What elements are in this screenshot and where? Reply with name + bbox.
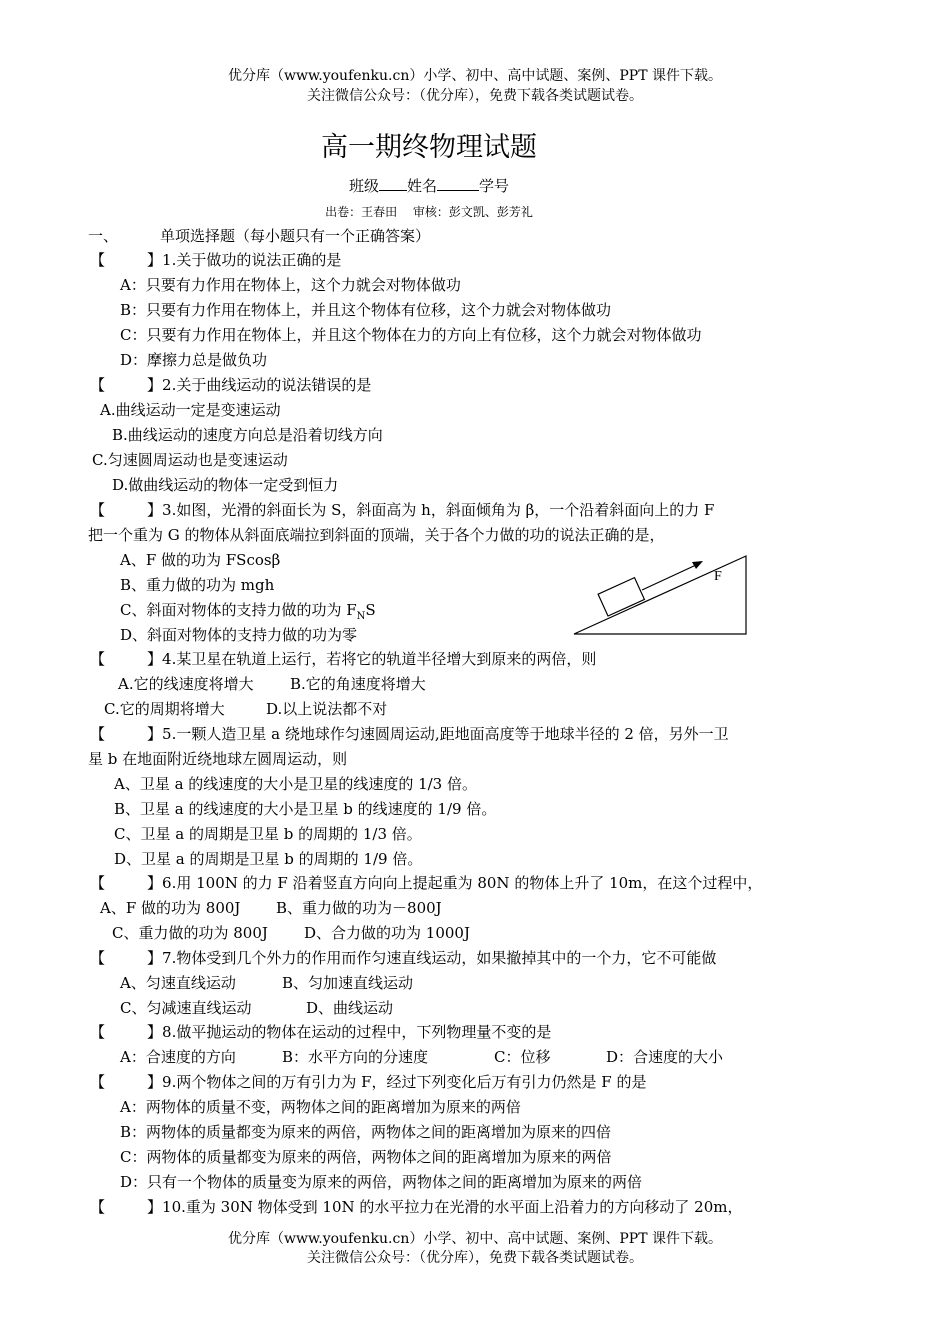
q8-option-d: D：合速度的大小: [606, 1048, 724, 1066]
footer-line-2: 关注微信公众号：（优分库），免费下载各类试题试卷。: [307, 1250, 643, 1266]
q5-option-c: C、卫星 a 的周期是卫星 b 的周期的 1/3 倍。: [114, 825, 422, 843]
answer-bracket-close: 】: [147, 1073, 163, 1091]
question-3-stem: [90, 500, 714, 520]
answer-bracket-close: 】: [147, 251, 163, 269]
q9-option-d: D：只有一个物体的质量变为原来的两倍，两物体之间的距离增加为原来的两倍: [120, 1173, 643, 1191]
answer-bracket-open: 【: [90, 1023, 106, 1041]
section-1-heading: [88, 226, 430, 246]
question-3-stem-cont: 把一个重为 G 的物体从斜面底端拉到斜面的顶端，关于各个力做的功的说法正确的是，: [88, 526, 665, 544]
subscript-n: N: [356, 611, 366, 622]
q3-option-c: [120, 600, 376, 627]
footer-line-1: 优分库（www.youfenku.cn）小学、初中、高中试题、案例、PPT 课件下载。: [227, 1231, 722, 1247]
answer-bracket-close: 】: [147, 376, 163, 394]
q2-option-d: D.做曲线运动的物体一定受到恒力: [112, 476, 339, 494]
section-number: 一、: [88, 227, 119, 245]
answer-bracket-open: 【: [90, 949, 106, 967]
q1-option-c: C：只要有力作用在物体上，并且这个物体在力的方向上有位移，这个力就会对物体做功: [120, 326, 702, 344]
q4-option-b: B.它的角速度将增大: [290, 675, 426, 693]
name-blank[interactable]: [437, 176, 479, 191]
question-1-stem: [90, 250, 341, 270]
student-id-label: 学号: [479, 177, 510, 195]
header-line-2: 关注微信公众号：（优分库），免费下载各类试题试卷。: [307, 88, 643, 104]
answer-bracket-open: 【: [90, 251, 106, 269]
student-info: [0, 176, 858, 196]
incline-plane-diagram: [570, 552, 755, 638]
answer-bracket-close: 】: [147, 874, 163, 892]
force-arrow-line: [642, 565, 696, 590]
question-text: 3.如图，光滑的斜面长为 S，斜面高为 h，斜面倾角为 β，一个沿着斜面向上的力 F: [162, 501, 715, 519]
question-2-stem: [90, 375, 371, 395]
name-label: 姓名: [406, 177, 437, 195]
q1-option-d: D：摩擦力总是做负功: [120, 351, 268, 369]
answer-bracket-close: 】: [147, 725, 163, 743]
question-5-stem: [90, 724, 729, 744]
question-text: 6.用 100N 的力 F 沿着竖直方向向上提起重为 80N 的物体上升了 10m，在这个过程中，: [162, 874, 763, 892]
q3-option-b: B、重力做的功为 mgh: [120, 576, 275, 594]
q7-option-d: D、曲线运动: [306, 999, 394, 1017]
q1-option-a: A：只要有力作用在物体上，这个力就会对物体做功: [120, 276, 461, 294]
block-on-incline: [598, 578, 644, 616]
option-text: C、斜面对物体的支持力做的功为 F: [120, 601, 357, 619]
answer-bracket-open: 【: [90, 725, 106, 743]
authors-line: 出卷：王春田 审核：彭文凯、彭芳礼: [325, 205, 533, 219]
q6-option-d: D、合力做的功为 1000J: [304, 924, 470, 942]
q3-option-a: A、F 做的功为 FScosβ: [120, 551, 281, 569]
q5-option-a: A、卫星 a 的线速度的大小是卫星的线速度的 1/3 倍。: [114, 775, 477, 793]
answer-bracket-close: 】: [147, 650, 163, 668]
question-7-stem: [90, 948, 716, 968]
class-label: 班级: [348, 177, 379, 195]
q2-option-c: C.匀速圆周运动也是变速运动: [92, 451, 288, 469]
q6-option-c: C、重力做的功为 800J: [112, 924, 268, 942]
section-title: 单项选择题（每小题只有一个正确答案）: [160, 227, 431, 245]
q6-option-a: A、F 做的功为 800J: [100, 899, 241, 917]
q4-option-a: A.它的线速度将增大: [118, 675, 254, 693]
question-text: 8.做平抛运动的物体在运动的过程中，下列物理量不变的是: [162, 1023, 552, 1041]
option-tail: S: [365, 601, 376, 619]
q4-option-c: C.它的周期将增大: [104, 700, 225, 718]
question-4-stem: [90, 649, 596, 669]
question-text: 4.某卫星在轨道上运行，若将它的轨道半径增大到原来的两倍，则: [162, 650, 597, 668]
q7-option-a: A、匀速直线运动: [120, 974, 236, 992]
question-text: 10.重为 30N 物体受到 10N 的水平拉力在光滑的水平面上沿着力的方向移动了 20m，: [162, 1198, 743, 1216]
answer-bracket-close: 】: [147, 501, 163, 519]
question-text: 9.两个物体之间的万有引力为 F，经过下列变化后万有引力仍然是 F 的是: [162, 1073, 647, 1091]
question-text: 1.关于做功的说法正确的是: [162, 251, 342, 269]
answer-bracket-open: 【: [90, 650, 106, 668]
answer-bracket-open: 【: [90, 501, 106, 519]
question-8-stem: [90, 1022, 551, 1042]
q2-option-a: A.曲线运动一定是变速运动: [100, 401, 281, 419]
q3-option-d: D、斜面对物体的支持力做的功为零: [120, 626, 358, 644]
question-text: 5.一颗人造卫星 a 绕地球作匀速圆周运动,距地面高度等于地球半径的 2 倍，另外一卫: [162, 725, 729, 743]
question-text: 7.物体受到几个外力的作用而作匀速直线运动，如果撤掉其中的一个力，它不可能做: [162, 949, 717, 967]
answer-bracket-close: 】: [147, 1198, 163, 1216]
answer-bracket-close: 】: [147, 949, 163, 967]
question-5-stem-cont: 星 b 在地面附近绕地球左圆周运动，则: [88, 750, 348, 768]
q8-option-c: C：位移: [494, 1048, 551, 1066]
q7-option-b: B、匀加速直线运动: [282, 974, 414, 992]
q8-option-b: B：水平方向的分速度: [282, 1048, 429, 1066]
force-arrowhead: [692, 561, 703, 569]
q9-option-a: A：两物体的质量不变，两物体之间的距离增加为原来的两倍: [120, 1098, 521, 1116]
q8-option-a: A：合速度的方向: [120, 1048, 236, 1066]
answer-bracket-open: 【: [90, 376, 106, 394]
question-text: 2.关于曲线运动的说法错误的是: [162, 376, 372, 394]
question-6-stem: [90, 873, 762, 893]
header-line-1: 优分库（www.youfenku.cn）小学、初中、高中试题、案例、PPT 课件下载。: [227, 68, 722, 84]
q6-option-b: B、重力做的功为－800J: [276, 899, 442, 917]
answer-bracket-close: 】: [147, 1023, 163, 1041]
q2-option-b: B.曲线运动的速度方向总是沿着切线方向: [112, 426, 383, 444]
q4-option-d: D.以上说法都不对: [266, 700, 388, 718]
answer-bracket-open: 【: [90, 874, 106, 892]
q9-option-c: C：两物体的质量都变为原来的两倍，两物体之间的距离增加为原来的两倍: [120, 1148, 612, 1166]
q5-option-d: D、卫星 a 的周期是卫星 b 的周期的 1/9 倍。: [114, 850, 423, 868]
answer-bracket-open: 【: [90, 1073, 106, 1091]
question-9-stem: [90, 1072, 646, 1092]
q7-option-c: C、匀减速直线运动: [120, 999, 252, 1017]
q5-option-b: B、卫星 a 的线速度的大小是卫星 b 的线速度的 1/9 倍。: [114, 800, 497, 818]
q9-option-b: B：两物体的质量都变为原来的两倍，两物体之间的距离增加为原来的四倍: [120, 1123, 612, 1141]
question-10-stem: [90, 1197, 742, 1217]
class-blank[interactable]: [379, 176, 407, 191]
q1-option-b: B：只要有力作用在物体上，并且这个物体有位移，这个力就会对物体做功: [120, 301, 612, 319]
exam-title: 高一期终物理试题: [321, 132, 537, 163]
force-label: F: [714, 569, 722, 584]
answer-bracket-open: 【: [90, 1198, 106, 1216]
